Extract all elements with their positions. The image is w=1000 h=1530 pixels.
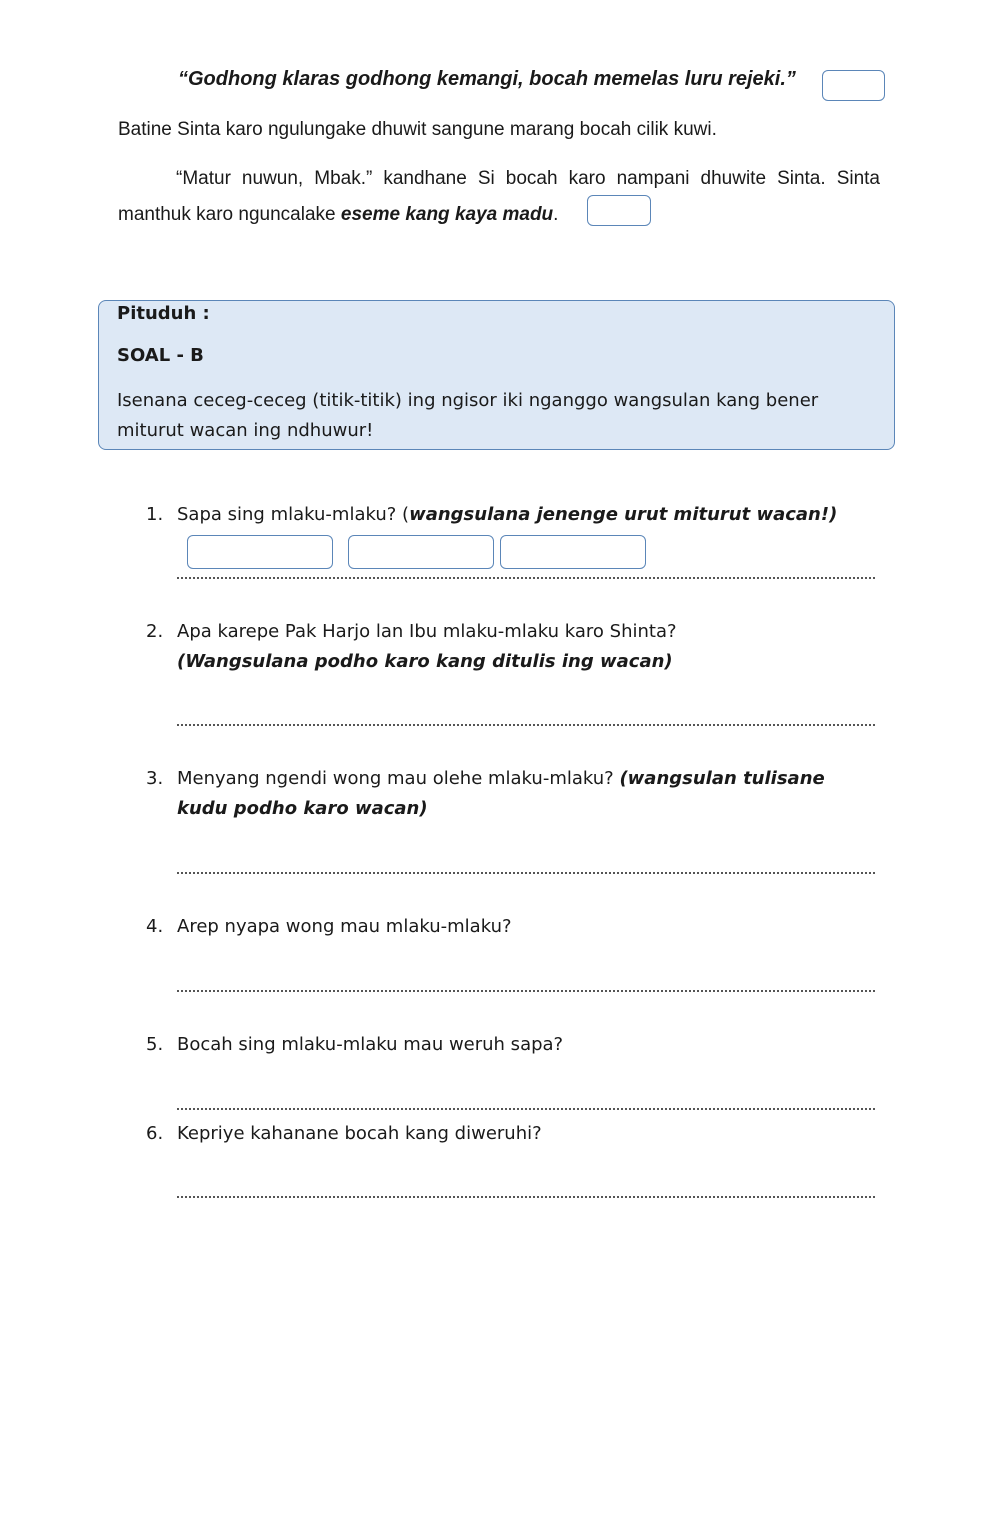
question-number: 6.: [146, 1123, 164, 1144]
question-1-text: Sapa sing mlaku-mlaku? (: [177, 504, 410, 525]
question-number: 5.: [146, 1034, 164, 1055]
question-1: [0, 500, 1000, 530]
paragraph-2-emphasis: eseme kang kaya madu: [340, 204, 554, 225]
question-number: 3.: [146, 768, 164, 789]
paragraph-2-end: .: [553, 204, 559, 225]
emphasis-answer-box[interactable]: [587, 195, 651, 226]
question-number: 2.: [146, 621, 164, 642]
question-2: [0, 617, 1000, 677]
question-3: [0, 764, 1000, 824]
question-text: [177, 500, 877, 530]
question-6: [0, 1119, 1000, 1149]
question-number: 4.: [146, 916, 164, 937]
question-text: Kepriye kahanane bocah kang diweruhi?: [177, 1123, 542, 1144]
name-answer-box-3[interactable]: [500, 535, 646, 569]
answer-line-1[interactable]: [177, 577, 875, 579]
question-3-text: Menyang ngendi wong mau olehe mlaku-mlaku?: [177, 768, 620, 789]
quote-answer-box[interactable]: [822, 70, 885, 101]
paragraph-2: [118, 161, 880, 233]
question-text: [177, 764, 857, 824]
answer-line-5[interactable]: [177, 1108, 875, 1110]
instruction-box: [98, 300, 895, 450]
question-note: (Wangsulana podho karo kang ditulis ing wacan): [177, 651, 673, 672]
question-number: 1.: [146, 504, 164, 525]
name-answer-box-1[interactable]: [187, 535, 333, 569]
name-answer-box-2[interactable]: [348, 535, 494, 569]
question-1-note: wangsulana jenenge urut miturut wacan!): [409, 504, 838, 525]
instruction-heading: Pituduh :: [117, 303, 210, 324]
answer-line-2[interactable]: [177, 724, 875, 726]
question-4: [0, 912, 1000, 942]
question-3-note: (wangsulan tulisane kudu podho karo wacan): [177, 768, 825, 819]
paragraph-2-text: “Matur nuwun, Mbak.” kandhane Si bocah karo nampani dhuwite Sinta. Sinta manthuk karo nguncalake: [118, 168, 880, 225]
question-text: Bocah sing mlaku-mlaku mau weruh sapa?: [177, 1034, 564, 1055]
answer-line-3[interactable]: [177, 872, 875, 874]
question-5: [0, 1030, 1000, 1060]
question-text: Apa karepe Pak Harjo lan Ibu mlaku-mlaku karo Shinta?: [177, 621, 677, 642]
paragraph-1: Batine Sinta karo ngulungake dhuwit sangune marang bocah cilik kuwi.: [118, 119, 717, 140]
question-text: Arep nyapa wong mau mlaku-mlaku?: [177, 916, 512, 937]
instruction-section: SOAL - B: [117, 345, 204, 366]
answer-line-6[interactable]: [177, 1196, 875, 1198]
answer-line-4[interactable]: [177, 990, 875, 992]
quote-line: “Godhong klaras godhong kemangi, bocah memelas luru rejeki.”: [178, 68, 796, 90]
instruction-text: Isenana ceceg-ceceg (titik-titik) ing ngisor iki nganggo wangsulan kang bener miturut wacan ing ndhuwur!: [117, 390, 819, 441]
